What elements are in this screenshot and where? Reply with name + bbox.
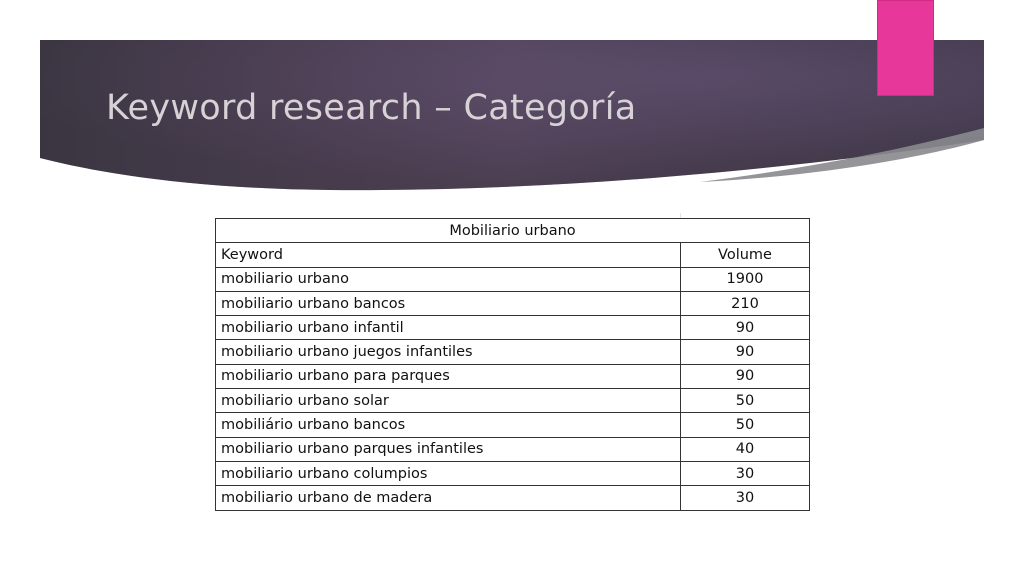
volume-cell: 40 (681, 437, 810, 461)
keyword-table-container (215, 213, 809, 511)
keyword-cell: mobiliario urbano (216, 267, 681, 291)
table-row (216, 437, 810, 461)
keyword-cell: mobiliario urbano columpios (216, 461, 681, 485)
table-row (216, 291, 810, 315)
keyword-cell: mobiliario urbano juegos infantiles (216, 340, 681, 364)
table-row (216, 316, 810, 340)
table-row (216, 461, 810, 485)
keyword-table (215, 218, 810, 511)
keyword-cell: mobiliario urbano solar (216, 389, 681, 413)
volume-cell: 90 (681, 364, 810, 388)
column-header-row (216, 243, 810, 267)
volume-cell: 30 (681, 486, 810, 510)
volume-column-header: Volume (681, 243, 810, 267)
table-row (216, 413, 810, 437)
keyword-cell: mobiliario urbano de madera (216, 486, 681, 510)
keyword-cell: mobiliário urbano bancos (216, 413, 681, 437)
keyword-cell: mobiliario urbano parques infantiles (216, 437, 681, 461)
volume-cell: 90 (681, 316, 810, 340)
volume-cell: 30 (681, 461, 810, 485)
table-row (216, 389, 810, 413)
keyword-cell: mobiliario urbano para parques (216, 364, 681, 388)
volume-cell: 50 (681, 413, 810, 437)
slide-title: Keyword research – Categoría (106, 88, 637, 128)
volume-cell: 1900 (681, 267, 810, 291)
volume-cell: 50 (681, 389, 810, 413)
table-row (216, 340, 810, 364)
table-row (216, 364, 810, 388)
volume-cell: 210 (681, 291, 810, 315)
accent-tab (877, 0, 934, 96)
keyword-cell: mobiliario urbano bancos (216, 291, 681, 315)
table-row (216, 267, 810, 291)
table-row (216, 486, 810, 510)
category-row (216, 219, 810, 243)
keyword-cell: mobiliario urbano infantil (216, 316, 681, 340)
keyword-column-header: Keyword (216, 243, 681, 267)
volume-cell: 90 (681, 340, 810, 364)
category-header: Mobiliario urbano (216, 219, 810, 243)
